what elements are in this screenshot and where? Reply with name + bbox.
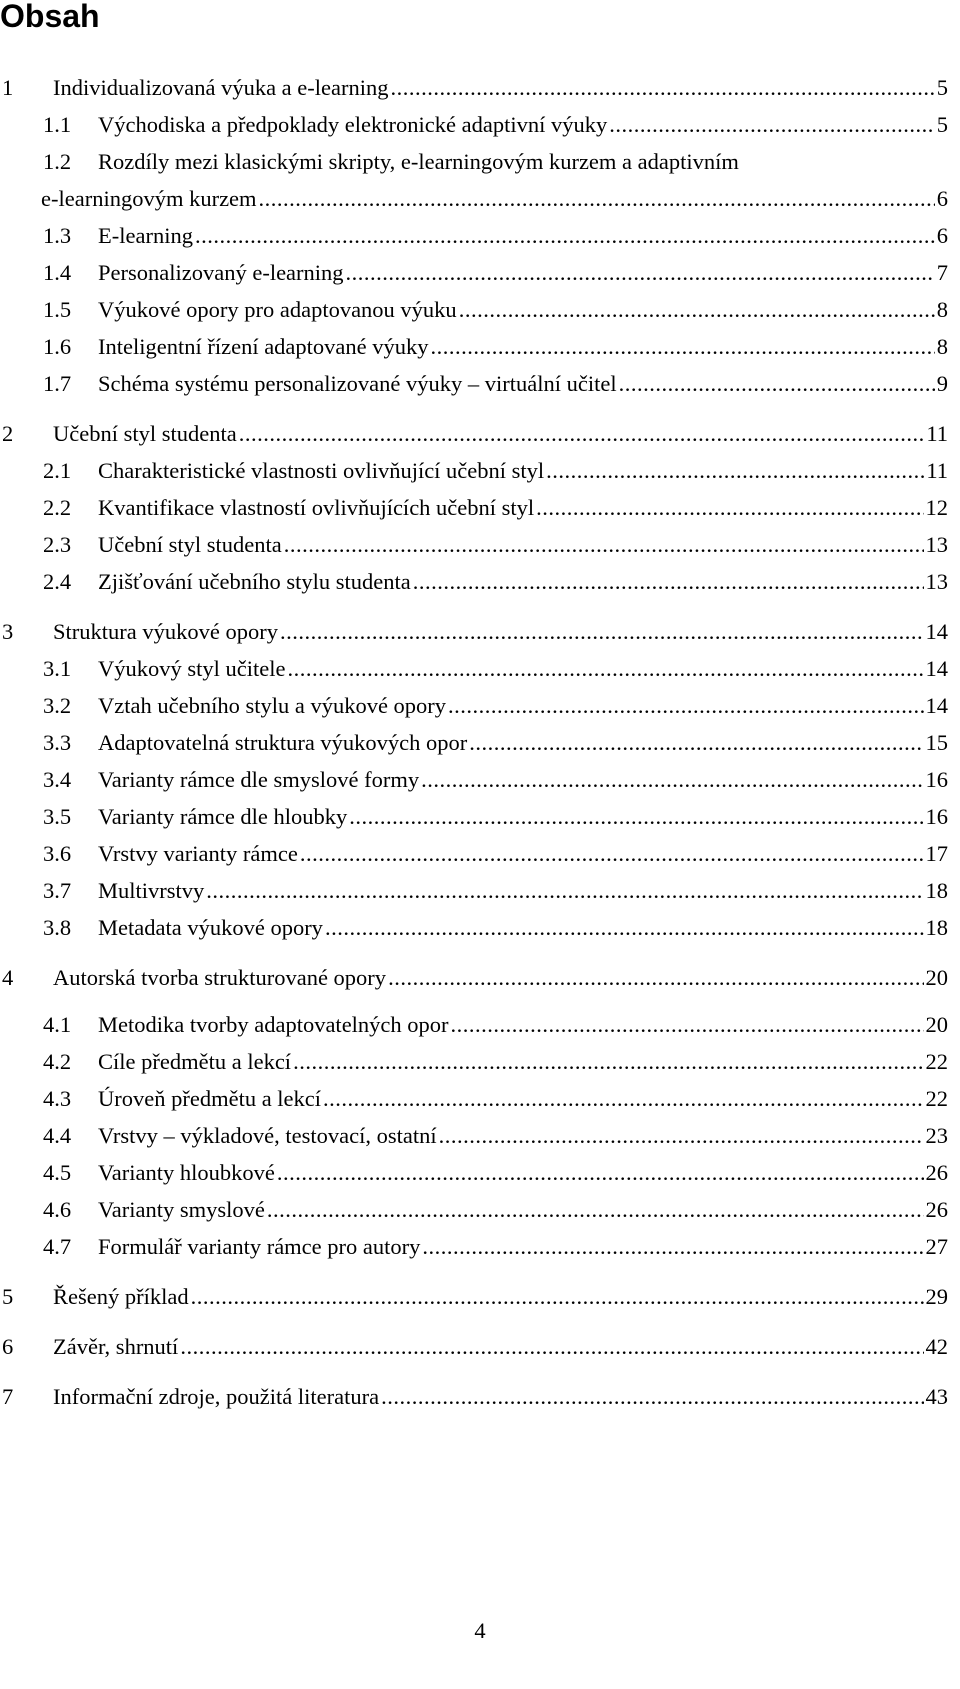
toc-entry-continuation[interactable] bbox=[0, 181, 960, 217]
dot-leader bbox=[191, 1279, 924, 1315]
toc-entry-page: 20 bbox=[925, 1012, 948, 1037]
dot-leader bbox=[451, 1007, 924, 1043]
dot-leader bbox=[536, 490, 923, 526]
toc-entry-title: Personalizovaný e-learning bbox=[98, 260, 344, 285]
toc-entry-title: Metadata výukové opory bbox=[98, 915, 323, 940]
toc-entry-page: 15 bbox=[925, 730, 948, 755]
toc-entry-number: 7 bbox=[2, 1384, 14, 1409]
toc-entry[interactable] bbox=[0, 1379, 960, 1415]
dot-leader bbox=[346, 255, 935, 291]
dot-leader bbox=[619, 366, 935, 402]
toc-entry-page: 22 bbox=[925, 1049, 948, 1074]
toc-entry-number: 2.3 bbox=[43, 532, 72, 557]
toc-entry-title: Vrstvy – výkladové, testovací, ostatní bbox=[98, 1123, 437, 1148]
toc-entry-title: Autorská tvorba strukturované opory bbox=[53, 965, 387, 990]
toc-entry[interactable] bbox=[0, 144, 960, 180]
toc-entry-page: 5 bbox=[936, 112, 948, 137]
toc-entry-page: 27 bbox=[925, 1234, 948, 1259]
dot-leader bbox=[323, 1081, 923, 1117]
toc-entry-title: Inteligentní řízení adaptované výuky bbox=[98, 334, 429, 359]
toc-entry[interactable] bbox=[0, 255, 960, 291]
toc-entry-page: 14 bbox=[925, 693, 948, 718]
toc-entry-title: Struktura výukové opory bbox=[53, 619, 278, 644]
toc-entry-title: Vrstvy varianty rámce bbox=[98, 841, 298, 866]
toc-entry[interactable] bbox=[0, 836, 960, 872]
toc-entry[interactable] bbox=[0, 1329, 960, 1365]
toc-entry-page: 18 bbox=[925, 878, 948, 903]
dot-leader bbox=[469, 725, 923, 761]
toc-entry[interactable] bbox=[0, 416, 960, 452]
toc-entry-title: Vztah učebního stylu a výukové opory bbox=[98, 693, 447, 718]
toc-entry-title: Individualizovaná výuka a e-learning bbox=[53, 75, 389, 100]
toc-entry-title: Informační zdroje, použitá literatura bbox=[53, 1384, 380, 1409]
toc-entry-number: 3.5 bbox=[43, 804, 72, 829]
toc-entry-page: 7 bbox=[936, 260, 948, 285]
toc-entry-number: 4 bbox=[2, 965, 14, 990]
toc-entry-page: 13 bbox=[925, 532, 948, 557]
toc-entry-page: 23 bbox=[925, 1123, 948, 1148]
toc-entry-title: Řešený příklad bbox=[53, 1284, 189, 1309]
toc-entry[interactable] bbox=[0, 1081, 960, 1117]
toc-entry-title: Multivrstvy bbox=[98, 878, 205, 903]
toc-entry[interactable] bbox=[0, 1279, 960, 1315]
toc-entry[interactable] bbox=[0, 725, 960, 761]
toc-entry-number: 1.5 bbox=[43, 297, 72, 322]
toc-entry[interactable] bbox=[0, 614, 960, 650]
toc-entry-page: 13 bbox=[925, 569, 948, 594]
toc-entry-number: 3.4 bbox=[43, 767, 72, 792]
toc-entry-number: 3.1 bbox=[43, 656, 72, 681]
toc-entry-number: 1.1 bbox=[43, 112, 72, 137]
dot-leader bbox=[422, 1229, 923, 1265]
toc-entry-page: 16 bbox=[925, 767, 948, 792]
dot-leader bbox=[325, 910, 924, 946]
dot-leader bbox=[287, 651, 923, 687]
toc-entry-page: 17 bbox=[925, 841, 948, 866]
page-number: 4 bbox=[474, 1618, 486, 1643]
toc-entry-number: 6 bbox=[2, 1334, 14, 1359]
toc-entry-number: 4.4 bbox=[43, 1123, 72, 1148]
dot-leader bbox=[277, 1155, 924, 1191]
dot-leader bbox=[459, 292, 935, 328]
toc-entry-page: 9 bbox=[936, 371, 948, 396]
dot-leader bbox=[267, 1192, 924, 1228]
toc-entry[interactable] bbox=[0, 453, 960, 489]
toc-entry-number: 5 bbox=[2, 1284, 14, 1309]
toc-entry-title: Varianty hloubkové bbox=[98, 1160, 275, 1185]
toc-entry[interactable] bbox=[0, 960, 960, 996]
toc-entry[interactable] bbox=[0, 564, 960, 600]
toc-entry[interactable] bbox=[0, 1192, 960, 1228]
dot-leader bbox=[448, 688, 923, 724]
toc-entry-page: 18 bbox=[925, 915, 948, 940]
toc-entry-page: 8 bbox=[936, 297, 948, 322]
toc-entry-number: 1.2 bbox=[43, 149, 72, 174]
toc-entry[interactable] bbox=[0, 1118, 960, 1154]
toc-entry-title: Adaptovatelná struktura výukových opor bbox=[98, 730, 468, 755]
toc-entry-page: 20 bbox=[925, 965, 948, 990]
toc-entry-page: 5 bbox=[936, 75, 948, 100]
toc-entry-page: 43 bbox=[925, 1384, 948, 1409]
toc-entry-title: Učební styl studenta bbox=[53, 421, 237, 446]
toc-entry[interactable] bbox=[0, 873, 960, 909]
dot-leader bbox=[280, 614, 924, 650]
toc-entry-title: Schéma systému personalizované výuky – virtuální učitel bbox=[98, 371, 617, 396]
toc-entry-number: 4.6 bbox=[43, 1197, 72, 1222]
toc-entry[interactable] bbox=[0, 1155, 960, 1191]
toc-entry[interactable] bbox=[0, 1044, 960, 1080]
toc-entry-page: 29 bbox=[925, 1284, 948, 1309]
toc-entry-number: 3.2 bbox=[43, 693, 72, 718]
toc-entry-title: Varianty smyslové bbox=[98, 1197, 265, 1222]
toc-entry[interactable] bbox=[0, 762, 960, 798]
toc-entry-title: Formulář varianty rámce pro autory bbox=[98, 1234, 421, 1259]
dot-leader bbox=[546, 453, 924, 489]
toc-entry[interactable] bbox=[0, 292, 960, 328]
toc-entry-page: 14 bbox=[925, 656, 948, 681]
dot-leader bbox=[413, 564, 924, 600]
dot-leader bbox=[349, 799, 923, 835]
dot-leader bbox=[388, 960, 923, 996]
dot-leader bbox=[239, 416, 925, 452]
toc-entry[interactable] bbox=[0, 218, 960, 254]
toc-entry-number: 4.3 bbox=[43, 1086, 72, 1111]
dot-leader bbox=[180, 1329, 923, 1365]
dot-leader bbox=[259, 181, 935, 217]
toc-entry-page: 14 bbox=[925, 619, 948, 644]
toc-entry[interactable] bbox=[0, 527, 960, 563]
dot-leader bbox=[609, 107, 935, 143]
dot-leader bbox=[300, 836, 924, 872]
toc-entry-page: 8 bbox=[936, 334, 948, 359]
toc-entry-number: 1.3 bbox=[43, 223, 72, 248]
dot-leader bbox=[195, 218, 935, 254]
toc-entry-number: 3.7 bbox=[43, 878, 72, 903]
dot-leader bbox=[421, 762, 923, 798]
toc-entry-number: 2.2 bbox=[43, 495, 72, 520]
toc-entry-number: 1.6 bbox=[43, 334, 72, 359]
toc-entry-title: Východiska a předpoklady elektronické adaptivní výuky bbox=[98, 112, 608, 137]
toc-entry-title: Varianty rámce dle hloubky bbox=[98, 804, 348, 829]
toc-entry-title-continued: e-learningovým kurzem bbox=[41, 186, 257, 211]
toc-entry-title: Charakteristické vlastnosti ovlivňující učební styl bbox=[98, 458, 545, 483]
toc-entry[interactable] bbox=[0, 910, 960, 946]
dot-leader bbox=[391, 70, 935, 106]
toc-entry-title: E-learning bbox=[98, 223, 193, 248]
toc-entry-number: 1 bbox=[2, 75, 14, 100]
toc-entry-number: 3.6 bbox=[43, 841, 72, 866]
toc-entry[interactable] bbox=[0, 366, 960, 402]
toc-entry-number: 4.7 bbox=[43, 1234, 72, 1259]
toc-entry-title: Cíle předmětu a lekcí bbox=[98, 1049, 292, 1074]
toc-entry-page: 12 bbox=[925, 495, 948, 520]
toc-entry-title: Výukový styl učitele bbox=[98, 656, 286, 681]
toc-entry[interactable] bbox=[0, 651, 960, 687]
toc-entry-number: 3.8 bbox=[43, 915, 72, 940]
toc-heading: Obsah bbox=[0, 0, 100, 34]
toc-entry-number: 2 bbox=[2, 421, 14, 446]
toc-entry[interactable] bbox=[0, 688, 960, 724]
dot-leader bbox=[206, 873, 923, 909]
toc-entry-number: 3.3 bbox=[43, 730, 72, 755]
toc-entry-page: 22 bbox=[925, 1086, 948, 1111]
dot-leader bbox=[293, 1044, 923, 1080]
dot-leader bbox=[284, 527, 924, 563]
toc-entry-title: Výukové opory pro adaptovanou výuku bbox=[98, 297, 457, 322]
toc-entry-title: Závěr, shrnutí bbox=[53, 1334, 179, 1359]
toc-entry[interactable] bbox=[0, 799, 960, 835]
toc-entry[interactable] bbox=[0, 490, 960, 526]
toc-entry-title: Úroveň předmětu a lekcí bbox=[98, 1086, 322, 1111]
toc-entry-title: Varianty rámce dle smyslové formy bbox=[98, 767, 420, 792]
toc-entry[interactable] bbox=[0, 70, 960, 106]
toc-entry-page: 42 bbox=[925, 1334, 948, 1359]
toc-entry-page: 26 bbox=[925, 1197, 948, 1222]
toc-entry-title: Učební styl studenta bbox=[98, 532, 282, 557]
dot-leader bbox=[439, 1118, 924, 1154]
toc-entry-title: Zjišťování učebního stylu studenta bbox=[98, 569, 411, 594]
toc-entry-page: 6 bbox=[936, 186, 948, 211]
toc-entry-page: 11 bbox=[926, 458, 948, 483]
toc-entry[interactable] bbox=[0, 1229, 960, 1265]
toc-entry-number: 1.4 bbox=[43, 260, 72, 285]
toc-entry-page: 16 bbox=[925, 804, 948, 829]
dot-leader bbox=[381, 1379, 923, 1415]
toc-entry-page: 6 bbox=[936, 223, 948, 248]
toc-entry-page: 11 bbox=[926, 421, 948, 446]
toc-entry[interactable] bbox=[0, 1007, 960, 1043]
toc-entry[interactable] bbox=[0, 329, 960, 365]
toc-entry-number: 3 bbox=[2, 619, 14, 644]
toc-entry-number: 4.1 bbox=[43, 1012, 72, 1037]
toc-entry-number: 2.4 bbox=[43, 569, 72, 594]
toc-entry-number: 4.5 bbox=[43, 1160, 72, 1185]
toc-entry-title: Rozdíly mezi klasickými skripty, e-learningovým kurzem a adaptivním bbox=[98, 149, 739, 174]
toc-entry-page: 26 bbox=[925, 1160, 948, 1185]
toc-entry-number: 2.1 bbox=[43, 458, 72, 483]
toc-entry-title: Kvantifikace vlastností ovlivňujících učební styl bbox=[98, 495, 535, 520]
toc-entry-title: Metodika tvorby adaptovatelných opor bbox=[98, 1012, 449, 1037]
toc-entry-number: 4.2 bbox=[43, 1049, 72, 1074]
toc-entry[interactable] bbox=[0, 107, 960, 143]
dot-leader bbox=[431, 329, 935, 365]
toc-entry-number: 1.7 bbox=[43, 371, 72, 396]
